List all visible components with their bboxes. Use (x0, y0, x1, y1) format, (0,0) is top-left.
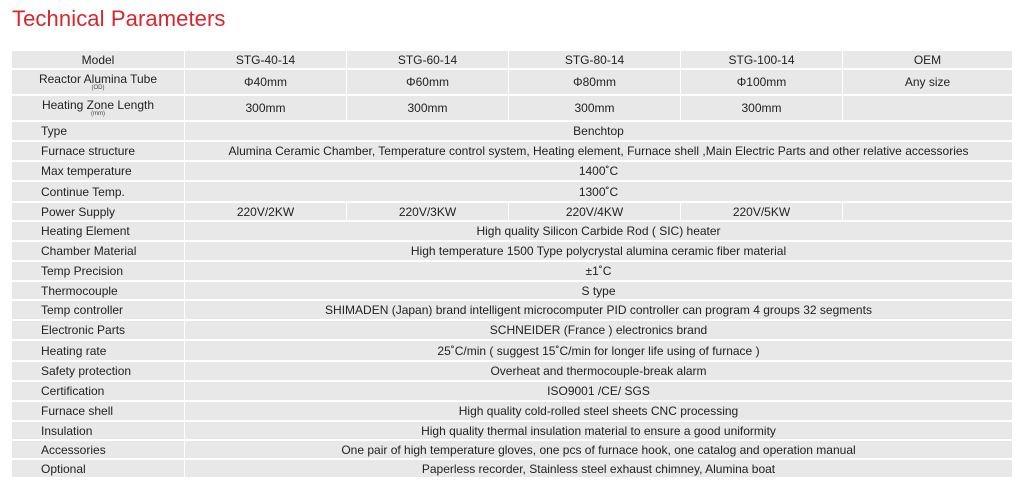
table-row (12, 382, 1012, 400)
table-row (12, 142, 1012, 160)
table-row (12, 122, 1012, 140)
value-cell: Φ60mm (346, 70, 508, 94)
row-label: Insulation (12, 422, 184, 439)
value-cell: Overheat and thermocouple-break alarm (184, 362, 1012, 380)
table-row (12, 262, 1012, 280)
table-row (12, 460, 1012, 477)
row-label: Safety protection (12, 362, 184, 380)
table-row (12, 321, 1012, 339)
table-row-zone (12, 96, 1012, 120)
value-cell: Benchtop (184, 122, 1012, 140)
model-cell: STG-100-14 (680, 51, 842, 68)
row-label: Optional (12, 460, 184, 477)
model-cell: STG-60-14 (346, 51, 508, 68)
value-cell: 300mm (184, 96, 346, 120)
row-label-main: Heating Zone Length (41, 98, 155, 112)
value-cell: 300mm (346, 96, 508, 120)
value-cell: 220V/4KW (508, 203, 680, 220)
value-cell: One pair of high temperature gloves, one pcs of furnace hook, one catalog and operation manual (184, 441, 1012, 458)
row-label: Certification (12, 382, 184, 400)
row-label (12, 96, 184, 120)
value-cell (842, 203, 1012, 220)
value-cell: 220V/3KW (346, 203, 508, 220)
value-cell: 25˚C/min ( suggest 15˚C/min for longer life using of furnace ) (184, 341, 1012, 360)
value-cell: S type (184, 282, 1012, 299)
row-label: Temp controller (12, 301, 184, 319)
row-label: Max temperature (12, 162, 184, 180)
row-label: Continue Temp. (12, 182, 184, 201)
page-title: Technical Parameters (12, 6, 226, 31)
table-row-power (12, 203, 1012, 220)
model-cell: OEM (842, 51, 1012, 68)
value-cell: Alumina Ceramic Chamber, Temperature control system, Heating element, Furnace shell ,Main Electric Parts and other relative accessories (184, 142, 1012, 160)
model-cell: STG-80-14 (508, 51, 680, 68)
model-cell: STG-40-14 (184, 51, 346, 68)
row-label: Accessories (12, 441, 184, 458)
value-cell: High temperature 1500 Type polycrystal alumina ceramic fiber material (184, 242, 1012, 260)
value-cell: High quality thermal insulation material to ensure a good uniformity (184, 422, 1012, 439)
value-cell: High quality cold-rolled steel sheets CNC processing (184, 402, 1012, 420)
value-cell: SCHNEIDER (France ) electronics brand (184, 321, 1012, 339)
value-cell: High quality Silicon Carbide Rod ( SIC) heater (184, 222, 1012, 240)
value-cell: 220V/5KW (680, 203, 842, 220)
row-label-sub: (OD) (91, 85, 105, 91)
row-label: Heating Element (12, 222, 184, 240)
row-label: Thermocouple (12, 282, 184, 299)
row-label: Furnace structure (12, 142, 184, 160)
row-label: Power Supply (12, 203, 184, 220)
value-cell: Paperless recorder, Stainless steel exhaust chimney, Alumina boat (184, 460, 1012, 477)
row-label: Chamber Material (12, 242, 184, 260)
value-cell: 300mm (508, 96, 680, 120)
table-row (12, 182, 1012, 201)
row-label: Type (12, 122, 184, 140)
table-row (12, 242, 1012, 260)
row-label: Electronic Parts (12, 321, 184, 339)
table-row (12, 301, 1012, 319)
table-row (12, 282, 1012, 299)
table-row (12, 222, 1012, 240)
table-row (12, 162, 1012, 180)
value-cell: Φ100mm (680, 70, 842, 94)
value-cell: SHIMADEN (Japan) brand intelligent microcomputer PID controller can program 4 groups 32 segments (184, 301, 1012, 319)
table-row (12, 362, 1012, 380)
value-cell: Φ80mm (508, 70, 680, 94)
row-label-main: Reactor Alumina Tube (38, 72, 158, 86)
value-cell: 1300˚C (184, 182, 1012, 201)
row-label (12, 70, 184, 94)
row-label: Heating rate (12, 341, 184, 360)
value-cell: 1400˚C (184, 162, 1012, 180)
value-cell: ISO9001 /CE/ SGS (184, 382, 1012, 400)
row-label: Temp Precision (12, 262, 184, 280)
table-row (12, 402, 1012, 420)
value-cell: 220V/2KW (184, 203, 346, 220)
technical-parameters-table (12, 49, 1012, 479)
table-row (12, 441, 1012, 458)
row-label-sub: (mm) (91, 111, 105, 117)
row-label: Furnace shell (12, 402, 184, 420)
value-cell: 300mm (680, 96, 842, 120)
row-label: Model (12, 51, 184, 68)
table-row (12, 341, 1012, 360)
table-row (12, 422, 1012, 439)
value-cell: ±1˚C (184, 262, 1012, 280)
value-cell (842, 96, 1012, 120)
value-cell: Φ40mm (184, 70, 346, 94)
table-row-model (12, 51, 1012, 68)
value-cell: Any size (842, 70, 1012, 94)
table-row-tube (12, 70, 1012, 94)
